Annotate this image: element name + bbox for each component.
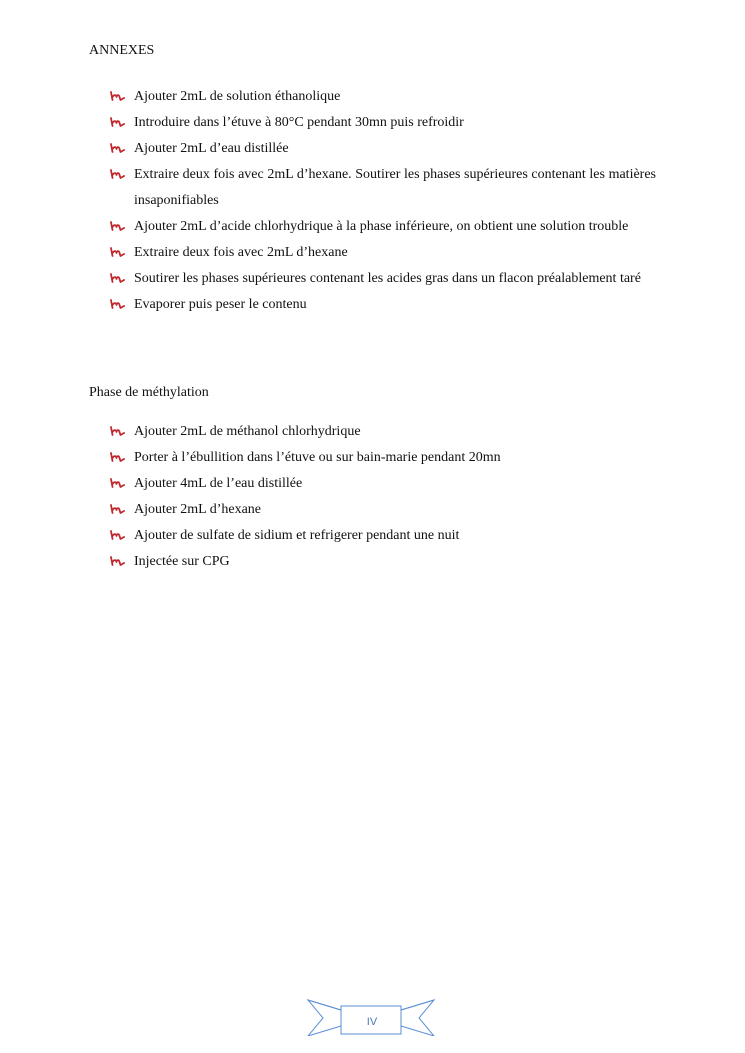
red-arrow-bullet-icon <box>110 247 126 258</box>
red-arrow-bullet-icon <box>110 91 126 102</box>
list-item-text: Extraire deux fois avec 2mL d’hexane. Soutirer les phases supérieures contenant les matières insaponifiables <box>134 167 656 208</box>
red-arrow-bullet-icon <box>110 169 126 180</box>
list-item-text: Ajouter 4mL de l’eau distillée <box>134 476 303 491</box>
procedure-list-methylation <box>110 419 656 575</box>
red-arrow-bullet-icon <box>110 530 126 541</box>
section-title-methylation: Phase de méthylation <box>89 385 209 400</box>
red-arrow-bullet-icon <box>110 478 126 489</box>
list-item-text: Evaporer puis peser le contenu <box>134 297 307 312</box>
red-arrow-bullet-icon <box>110 452 126 463</box>
list-item <box>110 136 656 162</box>
list-item <box>110 419 656 445</box>
red-arrow-bullet-icon <box>110 426 126 437</box>
list-item-text: Porter à l’ébullition dans l’étuve ou sur bain-marie pendant 20mn <box>134 450 501 465</box>
list-item-text: Injectée sur CPG <box>134 554 230 569</box>
list-item <box>110 471 656 497</box>
list-item-text: Ajouter 2mL de méthanol chlorhydrique <box>134 424 361 439</box>
procedure-list-saponification <box>110 84 656 318</box>
red-arrow-bullet-icon <box>110 221 126 232</box>
list-item-text: Soutirer les phases supérieures contenant les acides gras dans un flacon préalablement taré <box>134 271 641 286</box>
list-item <box>110 240 656 266</box>
list-item <box>110 549 656 575</box>
list-item-text: Ajouter 2mL d’hexane <box>134 502 261 517</box>
list-item-text: Extraire deux fois avec 2mL d’hexane <box>134 245 348 260</box>
list-item <box>110 445 656 471</box>
list-item-text: Ajouter 2mL d’acide chlorhydrique à la phase inférieure, on obtient une solution trouble <box>134 219 629 234</box>
list-item <box>110 214 656 240</box>
red-arrow-bullet-icon <box>110 504 126 515</box>
list-item <box>110 162 656 214</box>
list-item-text: Ajouter 2mL d’eau distillée <box>134 141 289 156</box>
list-item <box>110 523 656 549</box>
list-item <box>110 84 656 110</box>
list-item <box>110 497 656 523</box>
red-arrow-bullet-icon <box>110 273 126 284</box>
page-number: IV <box>366 1016 378 1028</box>
red-arrow-bullet-icon <box>110 299 126 310</box>
page-header-title: ANNEXES <box>89 43 155 58</box>
list-item-text: Ajouter de sulfate de sidium et refrigerer pendant une nuit <box>134 528 460 543</box>
list-item-text: Introduire dans l’étuve à 80°C pendant 30mn puis refroidir <box>134 115 464 130</box>
red-arrow-bullet-icon <box>110 143 126 154</box>
red-arrow-bullet-icon <box>110 556 126 567</box>
list-item <box>110 110 656 136</box>
list-item-text: Ajouter 2mL de solution éthanolique <box>134 89 341 104</box>
list-item <box>110 292 656 318</box>
red-arrow-bullet-icon <box>110 117 126 128</box>
list-item <box>110 266 656 292</box>
